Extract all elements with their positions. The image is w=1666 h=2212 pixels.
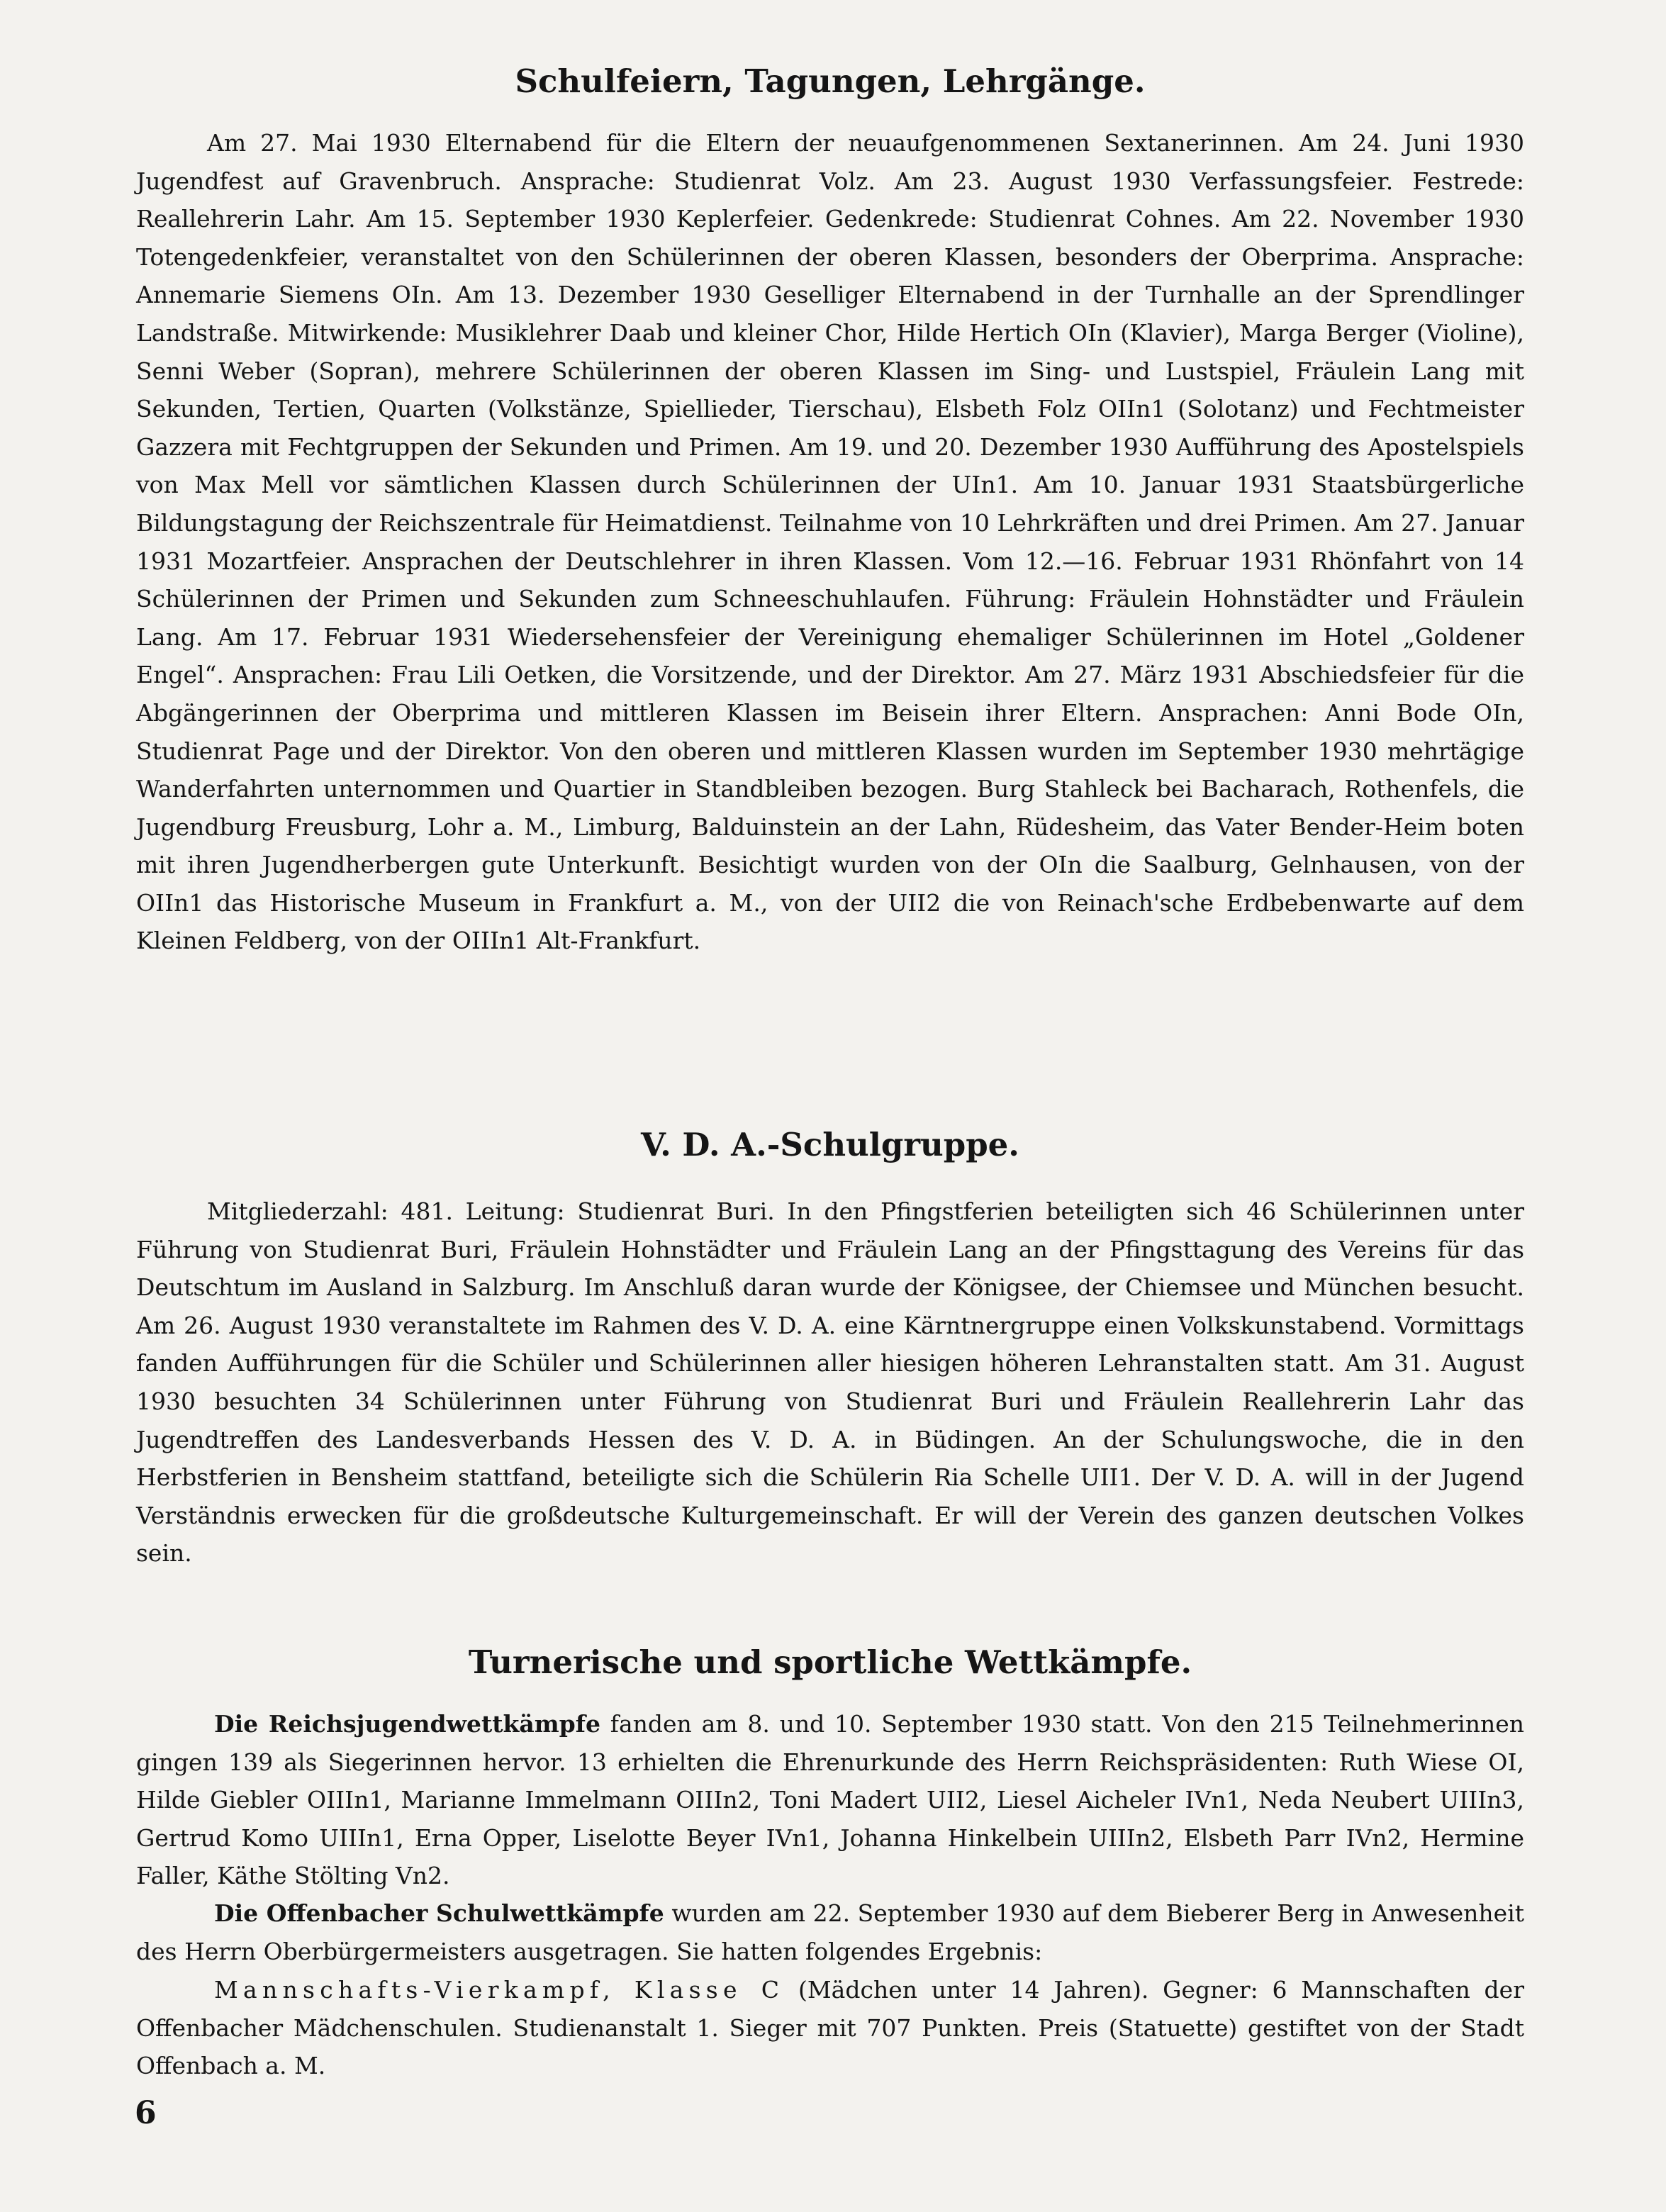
paragraph-text: Mitgliederzahl: 481. Leitung: Studienrat Buri. In den Pfingstferien beteiligten sich 46 Schülerinnen unter Führung von Studienrat Buri, Fräulein Hohnstädter und Fräulein Lang an der Pfingsttagung des Vereins für das Deutschtum im Ausland in Salzburg. Im Anschluß daran wurde der Königsee, der Chiemsee und München besucht. Am 26. August 1930 veranstaltete im Rahmen des V. D. A. eine Kärntnergruppe einen Volkskunstabend. Vormittags fanden Aufführungen für die Schüler und Schülerinnen aller hiesigen höheren Lehranstalten statt. Am 31. August 1930 besuchten 34 Schülerinnen unter Führung von Studienrat Buri und Fräulein Reallehrerin Lahr das Jugendtreffen des Landesverbands Hessen des V. D. A. in Büdingen. An der Schulungswoche, die in den Herbstferien in Bensheim stattfand, beteiligte sich die Schülerin Ria Schelle UII1. Der V. D. A. will in der Jugend Verständnis erwecken für die großdeutsche Kulturgemeinschaft. Er will der Verein des ganzen deutschen Volkes sein. — [136, 1197, 1524, 1568]
section-heading-vda: V. D. A.-Schulgruppe. — [641, 1126, 1019, 1163]
paragraph-lead: Die Reichsjugendwettkämpfe — [214, 1710, 600, 1738]
paragraph-schulwettkaempfe — [136, 1894, 1524, 1970]
paragraph-text: wurden am 22. September 1930 auf dem Bieberer Berg in Anwesenheit des Herrn Oberbürgermeisters ausgetragen. Sie hatten folgendes Ergebnis: — [136, 1899, 1525, 1965]
paragraph-vda — [136, 1192, 1524, 1573]
paragraph-lead: Die Offenbacher Schulwettkämpfe — [214, 1899, 664, 1927]
section-heading-wettkaempfe: Turnerische und sportliche Wettkämpfe. — [468, 1643, 1192, 1681]
paragraph-text: (Mädchen unter 14 Jahren). Gegner: 6 Mannschaften der Offenbacher Mädchenschulen. Studienanstalt 1. Sieger mit 707 Punkten. Preis (Statuette) gestiftet von der Stadt Offenbach a. M. — [136, 1976, 1524, 2080]
page-number: 6 — [135, 2095, 157, 2131]
paragraph-text: Am 27. Mai 1930 Elternabend für die Eltern der neuaufgenommenen Sextanerinnen. Am 24. Juni 1930 Jugendfest auf Gravenbruch. Ansprache: Studienrat Volz. Am 23. August 1930 Verfassungsfeier. Festrede: Reallehrerin Lahr. Am 15. September 1930 Keplerfeier. Gedenkrede: Studienrat Cohnes. Am 22. November 1930 Totengedenkfeier, veranstaltet von den Schülerinnen der oberen Klassen, besonders der Oberprima. Ansprache: Annemarie Siemens OIn. Am 13. Dezember 1930 Geselliger Elternabend in der Turnhalle an der Sprendlinger Landstraße. Mitwirkende: Musiklehrer Daab und kleiner Chor, Hilde Hertich OIn (Klavier), Marga Berger (Violine), Senni Weber (Sopran), mehrere Schülerinnen der oberen Klassen im Sing- und Lustspiel, Fräulein Lang mit Sekunden, Tertien, Quarten (Volkstänze, Spiellieder, Tierschau), Elsbeth Folz OIIn1 (Solotanz) und Fechtmeister Gazzera mit Fechtgruppen der Sekunden und Primen. Am 19. und 20. Dezember 1930 Aufführung des Apostelspiels von Max Mell vor sämtlichen Klassen durch Schülerinnen der UIn1. Am 10. Januar 1931 Staatsbürgerliche Bildungstagung der Reichszentrale für Heimatdienst. Teilnahme von 10 Lehrkräften und drei Primen. Am 27. Januar 1931 Mozartfeier. Ansprachen der Deutschlehrer in ihren Klassen. Vom 12.—16. Februar 1931 Rhönfahrt von 14 Schülerinnen der Primen und Sekunden zum Schneeschuhlaufen. Führung: Fräulein Hohnstädter und Fräulein Lang. Am 17. Februar 1931 Wiedersehensfeier der Vereinigung ehemaliger Schülerinnen im Hotel „Goldener Engel“. Ansprachen: Frau Lili Oetken, die Vorsitzende, und der Direktor. Am 27. März 1931 Abschiedsfeier für die Abgängerinnen der Oberprima und mittleren Klassen im Beisein ihrer Eltern. Ansprachen: Anni Bode OIn, Studienrat Page und der Direktor. Von den oberen und mittleren Klassen wurden im September 1930 mehrtägige Wanderfahrten unternommen und Quartier in Standbleiben bezogen. Burg Stahleck bei Bacharach, Rothenfels, die Jugendburg Freusburg, Lohr a. M., Limburg, Balduinstein an der Lahn, Rüdesheim, das Vater Bender-Heim boten mit ihren Jugendherbergen gute Unterkunft. Besichtigt wurden von der OIn die Saalburg, Gelnhausen, von der OIIn1 das Historische Museum in Frankfurt a. M., von der UII2 die von Reinach'sche Erdbebenwarte auf dem Kleinen Feldberg, von der OIIIn1 Alt-Frankfurt. — [136, 129, 1524, 955]
paragraph-text: fanden am 8. und 10. September 1930 statt. Von den 215 Teilnehmerinnen gingen 139 als Siegerinnen hervor. 13 erhielten die Ehrenurkunde des Herrn Reichspräsidenten: Ruth Wiese OI, Hilde Giebler OIIIn1, Marianne Immelmann OIIIn2, Toni Madert UII2, Liesel Aicheler IVn1, Neda Neubert UIIIn3, Gertrud Komo UIIIn1, Erna Opper, Liselotte Beyer IVn1, Johanna Hinkelbein UIIIn2, Elsbeth Parr IVn2, Hermine Faller, Käthe Stölting Vn2. — [136, 1710, 1524, 1890]
paragraph-reichsjugendwettkaempfe — [136, 1705, 1524, 1895]
paragraph-vierkampf — [136, 1971, 1524, 2085]
paragraph-lead: Mannschafts-Vierkampf, Klasse C — [214, 1976, 785, 2004]
paragraph-schulfeiern — [136, 124, 1524, 960]
section-heading-schulfeiern: Schulfeiern, Tagungen, Lehrgänge. — [515, 62, 1146, 100]
